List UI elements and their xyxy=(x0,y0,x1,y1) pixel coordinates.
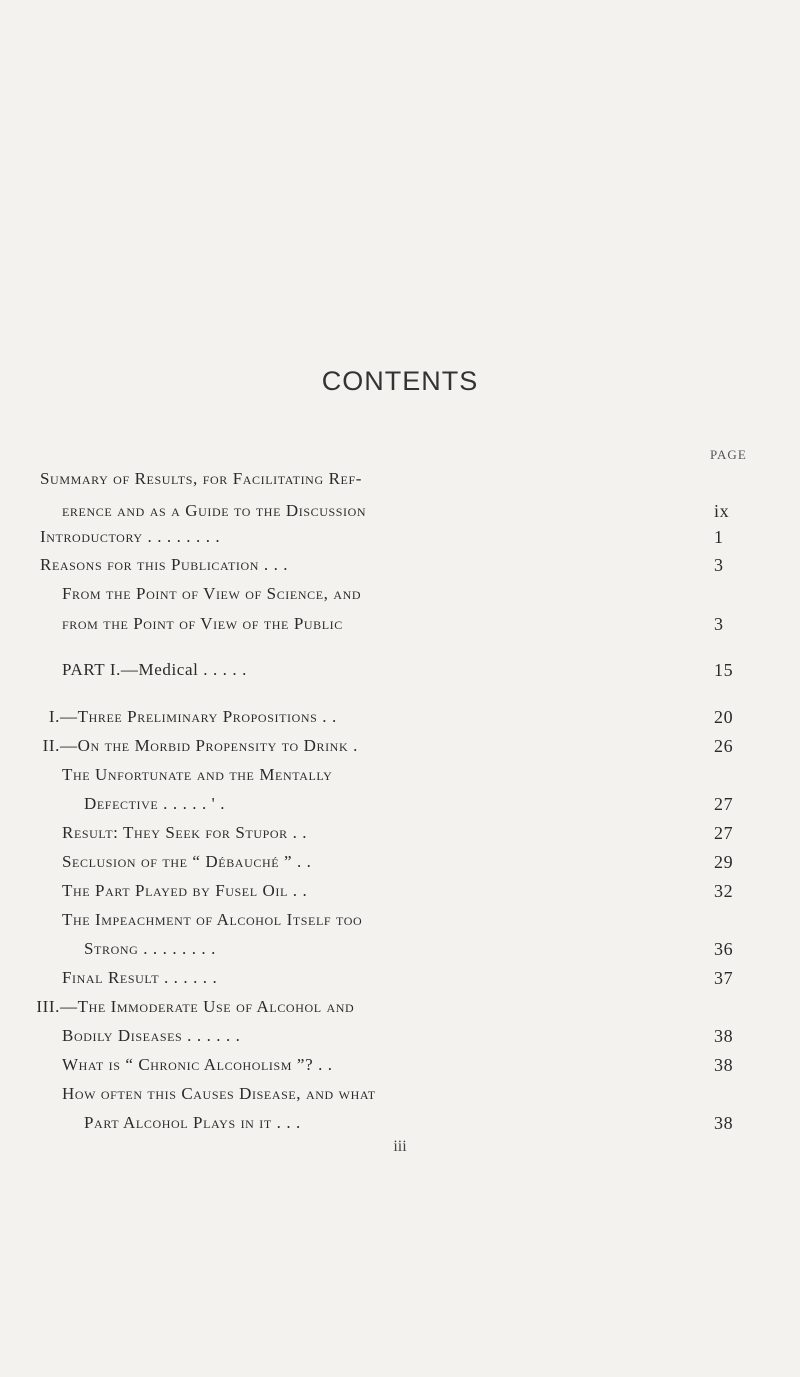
toc-line-seclusion xyxy=(0,852,800,880)
toc-line-unfortunate-2 xyxy=(0,794,800,822)
toc-line-reasons xyxy=(0,555,800,583)
toc-label: From the Point of View of Science, and xyxy=(62,584,362,603)
toc-page: 26 xyxy=(714,736,734,756)
toc-label: The Part Played by Fusel Oil . . xyxy=(62,881,308,900)
toc-line-introductory xyxy=(0,527,800,555)
toc-page: 38 xyxy=(714,1113,734,1133)
toc-page: 37 xyxy=(714,968,734,988)
toc-page: 38 xyxy=(714,1026,734,1046)
toc-label: from the Point of View of the Public xyxy=(62,614,343,633)
toc-page: 3 xyxy=(714,614,724,634)
toc-line-part-one xyxy=(0,660,800,688)
toc-page: 38 xyxy=(714,1055,734,1075)
toc-line-how-often-1 xyxy=(0,1084,800,1112)
toc-line-impeachment-1 xyxy=(0,910,800,938)
chapter-number: II. xyxy=(42,736,60,755)
toc-line-science-1 xyxy=(0,584,800,612)
toc-label: How often this Causes Disease, and what xyxy=(62,1084,376,1103)
chapter-number: III. xyxy=(36,997,60,1016)
toc-label: Final Result . . . . . . xyxy=(62,968,218,987)
toc-line-summary-2 xyxy=(0,501,800,529)
page-title: CONTENTS xyxy=(321,366,479,396)
toc-line-bodily-diseases xyxy=(0,1026,800,1054)
toc-page: 20 xyxy=(714,707,734,727)
toc-label: Bodily Diseases . . . . . . xyxy=(62,1026,241,1045)
toc-label: Seclusion of the “ Débauché ” . . xyxy=(62,852,312,871)
toc-page: 27 xyxy=(714,823,734,843)
toc-page: 27 xyxy=(714,794,734,814)
toc-line-unfortunate-1 xyxy=(0,765,800,793)
toc-label: The Unfortunate and the Mentally xyxy=(62,765,333,784)
toc-label: erence and as a Guide to the Discussion xyxy=(62,501,367,520)
toc-line-chapter-2 xyxy=(0,736,800,764)
toc-line-chapter-3 xyxy=(0,997,800,1025)
toc-label: PART I.—Medical . . . . . xyxy=(62,660,247,679)
toc-line-fusel-oil xyxy=(0,881,800,909)
toc-line-summary-1 xyxy=(0,469,800,497)
toc-line-stupor xyxy=(0,823,800,851)
toc-label: Result: They Seek for Stupor . . xyxy=(62,823,308,842)
page-folio: iii xyxy=(393,1138,407,1155)
toc-line-chronic-alcoholism xyxy=(0,1055,800,1083)
toc-line-how-often-2 xyxy=(0,1113,800,1141)
toc-line-science-2 xyxy=(0,614,800,642)
toc-page: 36 xyxy=(714,939,734,959)
toc-page: 1 xyxy=(714,527,724,547)
toc-line-chapter-1 xyxy=(0,707,800,735)
toc-label: Part Alcohol Plays in it . . . xyxy=(84,1113,301,1132)
toc-label: Reasons for this Publication . . . xyxy=(40,555,289,574)
toc-label: —On the Morbid Propensity to Drink . xyxy=(60,736,358,755)
toc-page: 29 xyxy=(714,852,734,872)
toc-label: The Impeachment of Alcohol Itself too xyxy=(62,910,363,929)
toc-line-impeachment-2 xyxy=(0,939,800,967)
toc-label: Introductory . . . . . . . . xyxy=(40,527,221,546)
toc-page: 15 xyxy=(714,660,734,680)
chapter-number: I. xyxy=(48,707,60,726)
toc-page: 3 xyxy=(714,555,724,575)
page-column-heading: PAGE xyxy=(710,447,747,462)
toc-label: Summary of Results, for Facilitating Ref- xyxy=(40,469,362,488)
toc-line-final-result xyxy=(0,968,800,996)
toc-label: —The Immoderate Use of Alcohol and xyxy=(60,997,355,1016)
toc-label: Defective . . . . . ' . xyxy=(84,794,226,813)
toc-label: What is “ Chronic Alcoholism ”? . . xyxy=(62,1055,333,1074)
toc-label: —Three Preliminary Propositions . . xyxy=(60,707,337,726)
toc-page: 32 xyxy=(714,881,734,901)
toc-page: ix xyxy=(714,501,730,521)
toc-label: Strong . . . . . . . . xyxy=(84,939,216,958)
